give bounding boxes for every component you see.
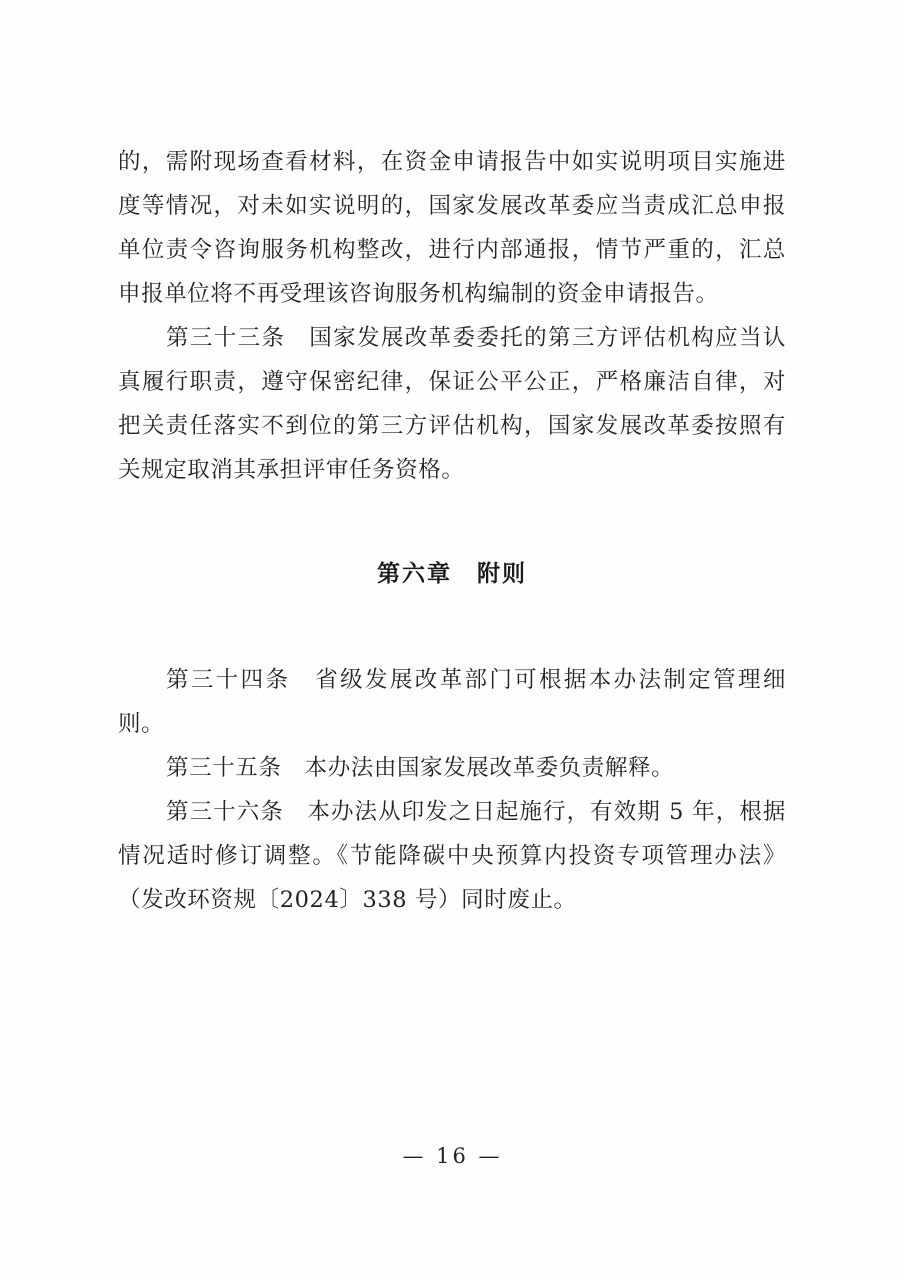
article-35-paragraph: 第三十五条 本办法由国家发展改革委负责解释。 <box>166 755 675 781</box>
article-34-paragraph: 第三十四条 省级发展改革部门可根据本办法制定管理细则。 <box>118 667 786 737</box>
page-number: — 16 — <box>402 1144 503 1168</box>
paragraph-continued: 的，需附现场查看材料，在资金申请报告中如实说明项目实施进度等情况，对未如实说明的，国家发展改革委应当责成汇总申报单位责令咨询服务机构整改，进行内部通报，情节严重的，汇总申报单位将不再受理该咨询服务机构编制的资金申请报告。 <box>118 149 786 307</box>
spacer-after-chapter <box>118 596 786 658</box>
page-content <box>118 140 786 922</box>
article-36-paragraph: 第三十六条 本办法从印发之日起施行，有效期 5 年，根据情况适时修订调整。《节能降碳中央预算内投资专项管理办法》（发改环资规〔2024〕338 号）同时废止。 <box>118 799 786 913</box>
spacer-before-chapter <box>118 492 786 552</box>
chapter-heading: 第六章 附则 <box>377 560 527 587</box>
article-33-paragraph: 第三十三条 国家发展改革委委托的第三方评估机构应当认真履行职责，遵守保密纪律，保证公平公正，严格廉洁自律，对把关责任落实不到位的第三方评估机构，国家发展改革委按照有关规定取消其承担评审任务资格。 <box>118 325 786 483</box>
